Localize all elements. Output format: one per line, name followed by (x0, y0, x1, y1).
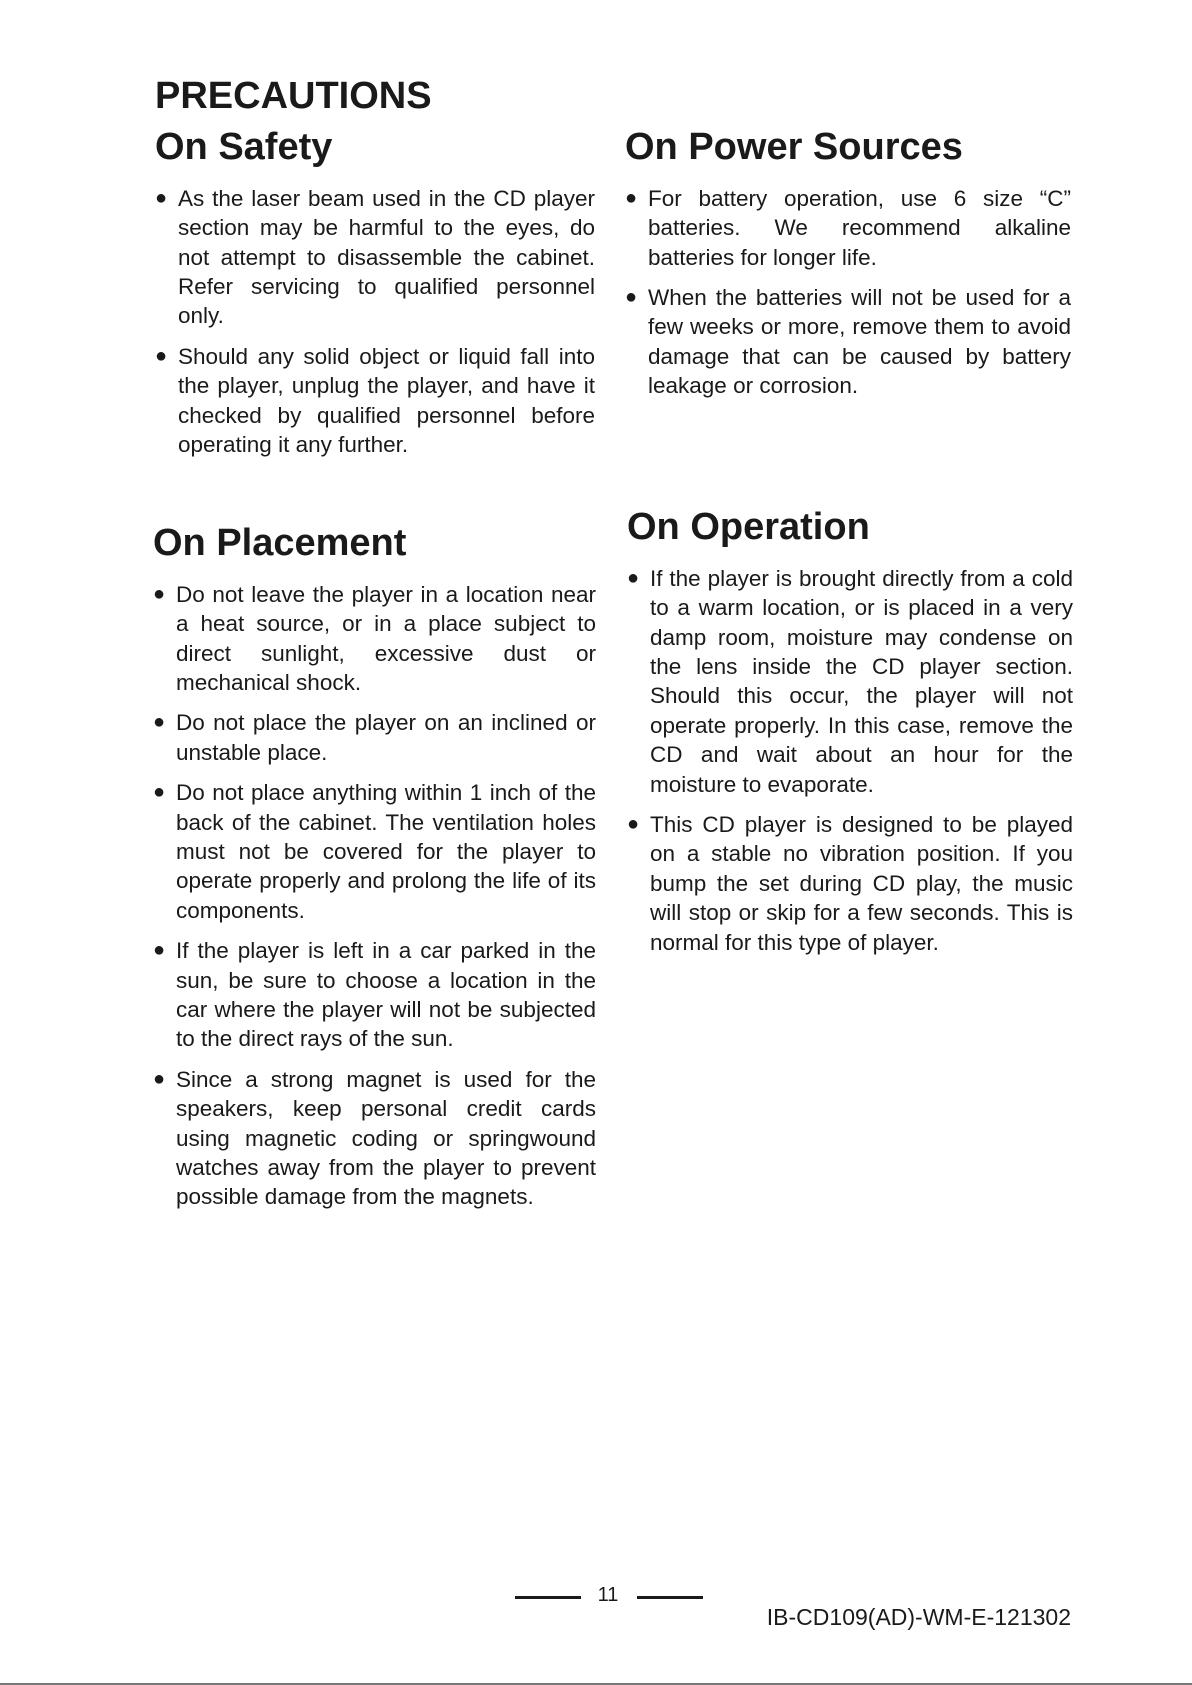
list-item-text: Should any solid object or liquid fall into the player, unplug the player, and have it checked by qualified personnel before operating it any further. (178, 343, 595, 457)
section-on-placement (153, 522, 596, 1223)
bullet-list (627, 564, 1073, 957)
list-item-text: When the batteries will not be used for a few weeks or more, remove them to avoid damage that can be caused by battery leakage or corrosion. (648, 284, 1071, 399)
page-number: 11 (597, 1584, 619, 1606)
section-heading: On Safety (155, 126, 333, 168)
bullet-icon: ● (627, 566, 640, 589)
list-item-text: This CD player is designed to be played on a stable no vibration position. If you bump the set during CD play, the music will stop or skip for a few seconds. This is normal for this type of player. (650, 811, 1073, 955)
list-item-text: For battery operation, use 6 size “C” batteries. We recommend alkaline batteries for longer life. (648, 185, 1071, 270)
list-item (153, 778, 596, 925)
bullet-icon: ● (153, 781, 166, 804)
page-title: PRECAUTIONS (155, 75, 432, 117)
bullet-list (153, 580, 596, 1212)
list-item-text: Since a strong magnet is used for the speakers, keep personal credit cards using magnetic coding or springwound watches away from the player to prevent possible damage from the magnets. (176, 1066, 596, 1210)
bullet-list (155, 184, 595, 460)
list-item-text: If the player is left in a car parked in the sun, be sure to choose a location in the car where the player will not be subjected to the direct rays of the sun. (176, 938, 596, 1052)
bullet-icon: ● (153, 582, 166, 605)
list-item (153, 708, 596, 767)
bullet-icon: ● (627, 812, 640, 835)
section-heading: On Operation (627, 506, 870, 548)
list-item-text: If the player is brought directly from a cold to a warm location, or is placed in a very damp room, moisture may condense on the lens inside the CD player section. Should this occur, the player will not operate properly. In this case, remove the CD and wait about an hour for the moisture to evaporate. (650, 565, 1073, 797)
bullet-icon: ● (155, 344, 168, 367)
footer-rule-left (515, 1596, 581, 1599)
section-on-operation (627, 506, 1073, 968)
list-item (625, 283, 1071, 401)
list-item-text: As the laser beam used in the CD player section may be harmful to the eyes, do not attempt to disassemble the cabinet. Refer servicing to qualified personnel only. (178, 185, 595, 329)
bullet-list (625, 184, 1071, 401)
list-item-text: Do not leave the player in a location near a heat source, or in a place subject to direct sunlight, excessive dust or mechanical shock. (176, 581, 596, 695)
list-item-text: Do not place anything within 1 inch of the back of the cabinet. The ventilation holes must not be covered for the player to operate properly and prolong the life of its components. (176, 780, 596, 923)
bullet-icon: ● (155, 186, 168, 209)
list-item (155, 184, 595, 331)
bullet-icon: ● (625, 285, 638, 308)
bullet-icon: ● (153, 711, 166, 734)
list-item (153, 1065, 596, 1212)
bullet-icon: ● (153, 1067, 166, 1090)
section-heading: On Power Sources (625, 126, 963, 168)
list-item (153, 580, 596, 698)
document-code: IB-CD109(AD)-WM-E-121302 (766, 1604, 1071, 1630)
section-heading: On Placement (153, 522, 407, 564)
section-on-safety (155, 126, 595, 470)
list-item (153, 936, 596, 1054)
bullet-icon: ● (153, 939, 166, 962)
list-item-text: Do not place the player on an inclined or unstable place. (176, 710, 596, 765)
list-item (155, 342, 595, 460)
footer-rule-right (637, 1596, 703, 1599)
list-item (625, 184, 1071, 272)
list-item (627, 810, 1073, 957)
section-on-power-sources (625, 126, 1071, 412)
list-item (627, 564, 1073, 799)
bullet-icon: ● (625, 186, 638, 209)
